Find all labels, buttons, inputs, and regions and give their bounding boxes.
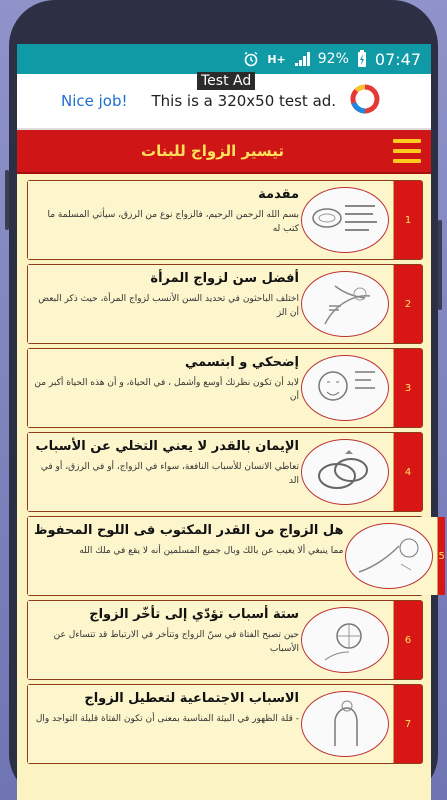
app-bar [17, 130, 431, 174]
item-number: 5 [438, 517, 444, 595]
item-snippet: اختلف الباحثون في تحديد السن الأنسب لزواج المرأة، حيث ذكر البعض أن الز [38, 294, 299, 318]
item-snippet: - قلة الظهور في البيئة المناسبة بمعنى أن تكون الفتاة قليلة التواجد وال [35, 714, 299, 724]
thumbnail-image [301, 439, 389, 505]
item-number: 4 [394, 433, 422, 511]
battery-charging-icon [357, 50, 367, 68]
hamburger-menu-icon[interactable] [393, 139, 421, 163]
item-title: ستة أسباب تؤدّي إلى تأخّر الزواج [89, 607, 299, 622]
battery-text: 92% [317, 51, 349, 67]
thumbnail-image [301, 607, 389, 673]
item-snippet: حين تصبح الفتاة في سنّ الزواج وتتأخر في الارتباط قد تتساءل عن الأسباب [53, 630, 299, 654]
thumbnail-image [301, 187, 389, 253]
list-item[interactable] [27, 348, 423, 428]
item-number: 1 [394, 181, 422, 259]
item-title: الإيمان بالقدر لا يعني التخلي عن الأسباب [35, 439, 299, 454]
item-number: 7 [394, 685, 422, 763]
ad-brand-logo-icon[interactable] [350, 84, 380, 118]
list-item[interactable] [27, 180, 423, 260]
item-title: الاسباب الاجتماعية لتعطيل الزواج [84, 691, 299, 706]
article-list [17, 174, 445, 764]
ad-body-text[interactable]: This is a 320x50 test ad. [151, 92, 337, 110]
volume-button [5, 170, 9, 230]
item-title: هل الزواج من القدر المكتوب فى اللوح المحفوظ [34, 523, 344, 538]
network-type: H+ [267, 52, 286, 66]
item-snippet: لابد أن تكون نظرتك أوسع وأشمل ، في الحياة، و أن هذه الحياة أكبر من أن [34, 378, 299, 402]
item-number: 3 [394, 349, 422, 427]
list-item[interactable] [27, 264, 423, 344]
item-snippet: بسم الله الرحمن الرحيم، فالزواج نوع من الرزق، سيأتي المسلمة ما كتب له [47, 210, 299, 234]
ad-label: Test Ad [197, 72, 255, 90]
item-title: أفضل سن لزواج المرأة [150, 271, 299, 286]
power-button [438, 220, 442, 310]
item-title: إضحكي و ابتسمي [185, 355, 299, 370]
list-item[interactable] [27, 432, 423, 512]
item-snippet: تعاطي الانسان للأسباب النافعة، سواء في الزواج، أو في الرزق، أو في الد [40, 462, 299, 486]
item-title: مقدمة [258, 187, 299, 202]
alarm-icon [243, 51, 259, 67]
item-snippet: مما ينبغي ألا يغيب عن بالك وبال جميع المسلمين أنه لا يقع في ملك الله [79, 546, 344, 556]
thumbnail-image [301, 355, 389, 421]
app-screen [17, 44, 445, 800]
thumbnail-image [301, 271, 389, 337]
list-item[interactable] [27, 516, 445, 596]
signal-icon [294, 51, 310, 67]
list-item[interactable] [27, 600, 423, 680]
thumbnail-image [301, 691, 389, 757]
thumbnail-image [345, 523, 433, 589]
clock: 07:47 [374, 49, 421, 69]
list-item[interactable] [27, 684, 423, 764]
status-bar [17, 44, 431, 74]
ad-brand-text[interactable]: Nice job! [61, 92, 128, 110]
item-number: 2 [394, 265, 422, 343]
ad-banner[interactable] [17, 74, 431, 130]
item-number: 6 [394, 601, 422, 679]
app-title: تيسير الزواج للبنات [141, 142, 285, 160]
